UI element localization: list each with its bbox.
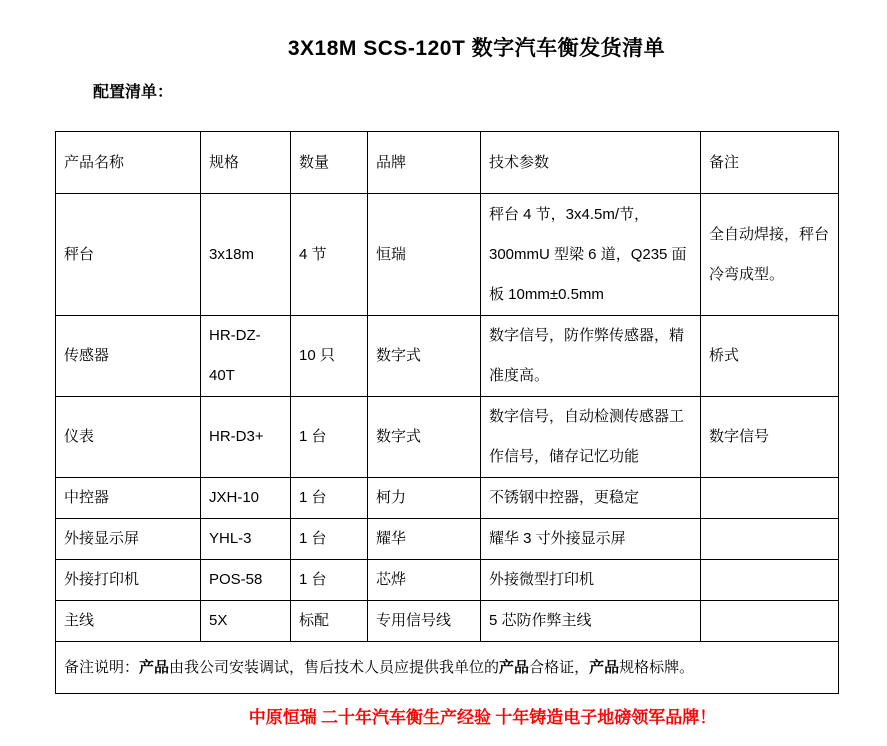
table-row xyxy=(56,560,839,601)
brand-cell: 芯烨 xyxy=(368,560,481,601)
params-cell: 耀华 3 寸外接显示屏 xyxy=(481,519,701,560)
col-header-product-name: 产品名称 xyxy=(56,132,201,194)
spec-cell: 3x18m xyxy=(201,194,291,316)
product-name-cell: 外接打印机 xyxy=(56,560,201,601)
brand-cell: 耀华 xyxy=(368,519,481,560)
note-cell xyxy=(701,601,839,642)
product-name-cell: 仪表 xyxy=(56,397,201,478)
params-cell: 外接微型打印机 xyxy=(481,560,701,601)
remark-cell xyxy=(56,642,839,694)
product-name-cell: 主线 xyxy=(56,601,201,642)
product-name-cell: 中控器 xyxy=(56,478,201,519)
qty-cell: 1 台 xyxy=(291,397,368,478)
remark-segment: 合格证， xyxy=(529,658,590,676)
spec-cell: 5X xyxy=(201,601,291,642)
note-cell xyxy=(701,560,839,601)
note-cell: 桥式 xyxy=(701,316,839,397)
note-cell xyxy=(701,478,839,519)
qty-cell: 1 台 xyxy=(291,560,368,601)
note-cell: 全自动焊接，秤台冷弯成型。 xyxy=(701,194,839,316)
product-name-cell: 传感器 xyxy=(56,316,201,397)
qty-cell: 1 台 xyxy=(291,519,368,560)
brand-cell: 数字式 xyxy=(368,316,481,397)
params-cell: 秤台 4 节，3x4.5m/节，300mmU 型梁 6 道，Q235 面板 10mm±0.5mm xyxy=(481,194,701,316)
remark-segment: 由我公司安装调试，售后技术人员应提供我单位的 xyxy=(169,658,500,676)
product-name-cell: 秤台 xyxy=(56,194,201,316)
remark-segment: 产品 xyxy=(499,658,530,676)
brand-cell: 专用信号线 xyxy=(368,601,481,642)
spec-cell: HR-D3+ xyxy=(201,397,291,478)
remark-segment: 备注说明： xyxy=(64,658,140,676)
footer-slogan: 中原恒瑞 二十年汽车衡生产经验 十年铸造电子地磅领军品牌！ xyxy=(248,708,717,727)
qty-cell: 10 只 xyxy=(291,316,368,397)
remark-segment: 产品 xyxy=(139,658,170,676)
brand-cell: 柯力 xyxy=(368,478,481,519)
spec-cell: JXH-10 xyxy=(201,478,291,519)
col-header-brand: 品牌 xyxy=(368,132,481,194)
col-header-params: 技术参数 xyxy=(481,132,701,194)
col-header-note: 备注 xyxy=(701,132,839,194)
table-row xyxy=(56,478,839,519)
col-header-qty: 数量 xyxy=(291,132,368,194)
config-list-label: 配置清单： xyxy=(93,84,174,101)
table-row xyxy=(56,194,839,316)
remark-segment: 产品 xyxy=(589,658,620,676)
col-header-spec: 规格 xyxy=(201,132,291,194)
table-row xyxy=(56,397,839,478)
note-cell: 数字信号 xyxy=(701,397,839,478)
qty-cell: 4 节 xyxy=(291,194,368,316)
table-remark-row xyxy=(56,642,839,694)
spec-cell: HR-DZ-40T xyxy=(201,316,291,397)
spec-cell: POS-58 xyxy=(201,560,291,601)
table-row xyxy=(56,601,839,642)
qty-cell: 1 台 xyxy=(291,478,368,519)
table-header-row xyxy=(56,132,839,194)
qty-cell: 标配 xyxy=(291,601,368,642)
params-cell: 不锈钢中控器，更稳定 xyxy=(481,478,701,519)
page-title: 3X18M SCS-120T 数字汽车衡发货清单 xyxy=(287,37,666,60)
spec-table xyxy=(55,131,839,694)
brand-cell: 恒瑞 xyxy=(368,194,481,316)
table-row xyxy=(56,316,839,397)
brand-cell: 数字式 xyxy=(368,397,481,478)
product-name-cell: 外接显示屏 xyxy=(56,519,201,560)
params-cell: 数字信号，自动检测传感器工作信号，储存记忆功能 xyxy=(481,397,701,478)
params-cell: 5 芯防作弊主线 xyxy=(481,601,701,642)
note-cell xyxy=(701,519,839,560)
remark-segment: 规格标牌。 xyxy=(619,658,695,676)
params-cell: 数字信号，防作弊传感器，精准度高。 xyxy=(481,316,701,397)
spec-cell: YHL-3 xyxy=(201,519,291,560)
table-row xyxy=(56,519,839,560)
